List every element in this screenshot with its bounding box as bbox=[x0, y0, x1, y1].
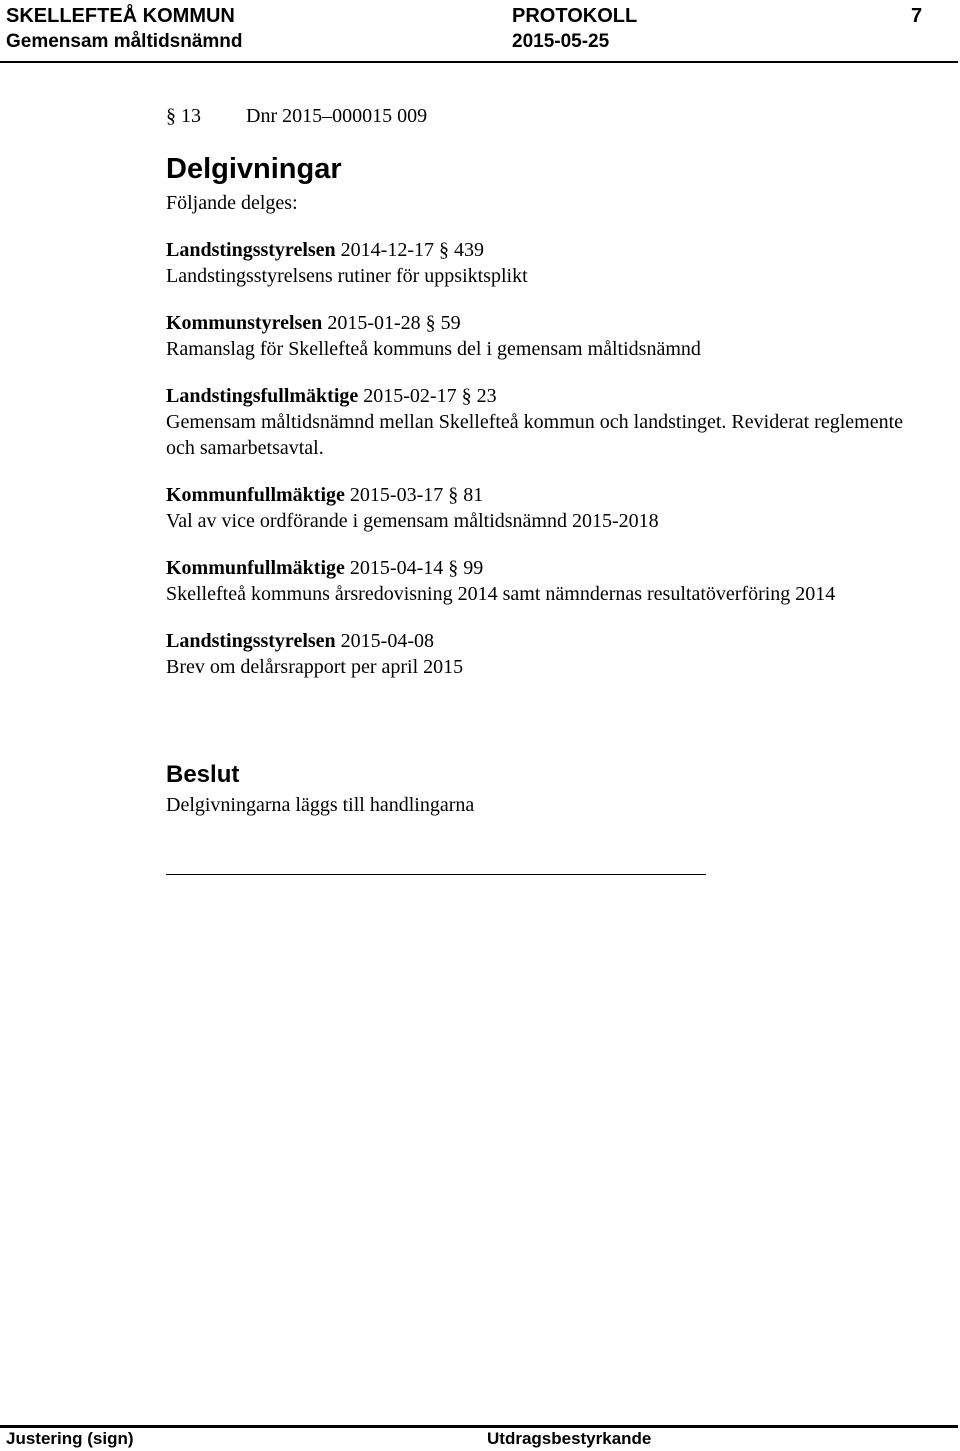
list-item bbox=[166, 383, 936, 461]
item-description: Val av vice ordförande i gemensam måltidsnämnd 2015-2018 bbox=[166, 510, 659, 532]
item-reference bbox=[166, 310, 936, 336]
section-symbol: § bbox=[166, 105, 176, 127]
item-org: Landstingsstyrelsen bbox=[166, 239, 336, 261]
item-reference bbox=[166, 628, 936, 654]
page-number: 7 bbox=[911, 5, 923, 27]
item-description: Gemensam måltidsnämnd mellan Skellefteå kommun och landstinget. Reviderat reglemente och samarbetsavtal. bbox=[166, 411, 904, 459]
item-section-symbol: § bbox=[439, 239, 449, 261]
paragraph-number bbox=[166, 103, 936, 133]
item-org: Kommunstyrelsen bbox=[166, 312, 323, 334]
list-item bbox=[166, 482, 936, 534]
org-name: SKELLEFTEÅ KOMMUN bbox=[6, 5, 235, 27]
decision-heading: Beslut bbox=[166, 761, 240, 788]
item-description: Brev om delårsrapport per april 2015 bbox=[166, 656, 464, 678]
justering-label: Justering (sign) bbox=[6, 1429, 134, 1448]
item-description: Skellefteå kommuns årsredovisning 2014 samt nämndernas resultatöverföring 2014 bbox=[166, 583, 836, 605]
item-reference bbox=[166, 482, 936, 508]
item-section-symbol: § bbox=[461, 385, 472, 407]
item-section-symbol: § bbox=[425, 312, 436, 334]
item-reference bbox=[166, 555, 936, 581]
page-title: Delgivningar bbox=[166, 153, 342, 185]
dnr: Dnr 2015–000015 009 bbox=[246, 105, 428, 127]
item-date: 2015-02-17 bbox=[363, 385, 457, 407]
item-reference bbox=[166, 237, 936, 263]
meeting-date: 2015-05-25 bbox=[512, 31, 610, 52]
item-description: Ramanslag för Skellefteå kommuns del i gemensam måltidsnämnd bbox=[166, 338, 701, 360]
list-item bbox=[166, 237, 936, 289]
list-item bbox=[166, 628, 936, 680]
item-section-number: 99 bbox=[463, 557, 484, 579]
intro-text: Följande delges: bbox=[166, 192, 298, 214]
document-type: PROTOKOLL bbox=[512, 5, 638, 27]
notification-list bbox=[166, 237, 936, 680]
item-section-number: 23 bbox=[476, 385, 497, 407]
decision-text: Delgivningarna läggs till handlingarna bbox=[166, 794, 475, 816]
item-date: 2015-04-14 bbox=[349, 557, 444, 579]
signature-line bbox=[166, 874, 706, 875]
item-date: 2015-03-17 bbox=[349, 484, 444, 506]
item-reference bbox=[166, 383, 936, 409]
item-org: Kommunfullmäktige bbox=[166, 557, 345, 579]
item-date: 2015-04-08 bbox=[340, 630, 434, 652]
document-body bbox=[166, 103, 936, 818]
item-date: 2015-01-28 bbox=[327, 312, 421, 334]
committee-name: Gemensam måltidsnämnd bbox=[6, 31, 243, 52]
section-number: 13 bbox=[181, 105, 201, 127]
item-org: Kommunfullmäktige bbox=[166, 484, 345, 506]
item-section-number: 59 bbox=[440, 312, 461, 334]
item-date: 2014-12-17 bbox=[340, 239, 434, 261]
item-section-symbol: § bbox=[448, 557, 459, 579]
item-description: Landstingsstyrelsens rutiner för uppsiktsplikt bbox=[166, 265, 528, 287]
list-item bbox=[166, 310, 936, 362]
item-org: Landstingsstyrelsen bbox=[166, 630, 336, 652]
utdrag-label: Utdragsbestyrkande bbox=[487, 1429, 652, 1448]
footer-divider bbox=[0, 1425, 958, 1428]
list-item bbox=[166, 555, 936, 607]
item-section-symbol: § bbox=[448, 484, 459, 506]
item-section-number: 439 bbox=[454, 239, 484, 261]
item-org: Landstingsfullmäktige bbox=[166, 385, 359, 407]
header-divider bbox=[0, 61, 958, 63]
item-section-number: 81 bbox=[463, 484, 484, 506]
page-header bbox=[6, 3, 946, 55]
